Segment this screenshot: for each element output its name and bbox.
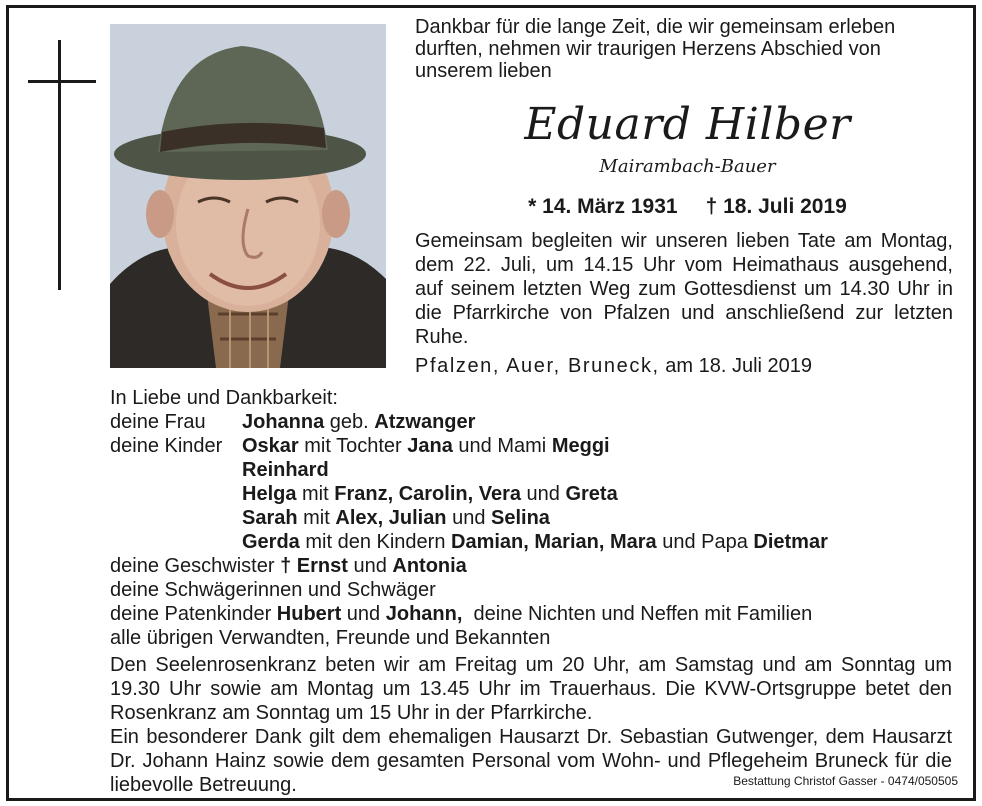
family-row-child: [110, 458, 960, 482]
family-name: Antonia: [392, 555, 467, 577]
family-row-child: [110, 434, 960, 458]
intro-text: Dankbar für die lange Zeit, die wir gemeinsam erleben durften, nehmen wir traurigen Herzens Abschied von unserem lieben: [415, 16, 896, 82]
child-name: Reinhard: [242, 459, 329, 481]
life-dates: [415, 194, 960, 220]
deceased-name: Eduard Hilber: [524, 99, 851, 150]
deceased-nickname: Mairambach-Bauer: [599, 156, 776, 177]
place-names: Pfalzen, Auer, Bruneck,: [415, 355, 660, 377]
family-name: Meggi: [551, 435, 610, 457]
family-text: und: [347, 555, 393, 577]
family-name: Dietmar: [753, 531, 828, 553]
thanks-text: Ein besonderer Dank gilt dem ehemaligen Hausarzt Dr. Sebastian Gutwenger, dem Hausarzt Dr. Johann Hainz sowie dem gesamten Personal vom Wohn- und Pflegeheim Bruneck für die liebevolle Betreuung.: [110, 726, 952, 796]
child-name: Sarah: [242, 507, 298, 529]
godchildren-label: deine Patenkinder: [110, 603, 277, 625]
child-name: Helga: [242, 483, 297, 505]
cross-icon: [58, 40, 61, 290]
family-row-godchildren: [110, 602, 960, 626]
family-name: Selina: [491, 507, 550, 529]
family-text: und: [446, 507, 492, 529]
date-line: am 18. Juli 2019: [659, 355, 813, 377]
family-text: mit den Kindern: [299, 531, 452, 553]
family-name: Johann,: [385, 603, 463, 625]
family-row-others: alle übrigen Verwandten, Freunde und Bekannten: [110, 627, 551, 649]
child-name: Gerda: [242, 531, 300, 553]
children-label: deine Kinder: [110, 435, 223, 457]
family-text: deine Nichten und Neffen mit Familien: [462, 603, 813, 625]
family-row-child: [110, 530, 960, 554]
family-row-child: [110, 482, 960, 506]
family-text: mit Tochter: [298, 435, 408, 457]
family-list: [110, 386, 960, 650]
cross-icon-bar: [28, 80, 96, 83]
family-row-wife: [110, 410, 960, 434]
family-name: Jana: [407, 435, 453, 457]
wife-maiden-name: Atzwanger: [374, 411, 476, 433]
child-name: Oskar: [242, 435, 299, 457]
family-heading: In Liebe und Dankbarkeit:: [110, 387, 338, 409]
family-row-inlaws: deine Schwägerinnen und Schwäger: [110, 579, 436, 601]
wife-label: deine Frau: [110, 411, 206, 433]
family-text: und: [520, 483, 566, 505]
wife-name: Johanna: [242, 411, 325, 433]
family-text: mit: [296, 483, 335, 505]
family-row-child: [110, 506, 960, 530]
family-text: und Papa: [656, 531, 754, 553]
death-date: † 18. Juli 2019: [705, 195, 847, 218]
family-name: Hubert: [276, 603, 342, 625]
family-name: Franz, Carolin, Vera: [334, 483, 521, 505]
funeral-text: Gemeinsam begleiten wir unseren lieben Tate am Montag, dem 22. Juli, um 14.15 Uhr vom Heimathaus ausgehend, auf seinem letzten Weg zum Gottesdienst um 14.30 Uhr in die Pfarrkirche von Pfalzen und anschließend zur letzten Ruhe.: [415, 230, 953, 348]
place-date: [415, 354, 960, 378]
family-row-siblings: [110, 554, 960, 578]
wife-geb: geb.: [324, 411, 375, 433]
portrait-photo: [110, 24, 386, 368]
undertaker-credit: Bestattung Christof Gasser - 0474/050505: [733, 774, 958, 788]
family-name: Damian, Marian, Mara: [451, 531, 657, 553]
family-text: und Mami: [452, 435, 552, 457]
family-text: mit: [297, 507, 336, 529]
siblings-label: deine Geschwister: [110, 555, 281, 577]
family-name: Alex, Julian: [335, 507, 447, 529]
family-name: † Ernst: [280, 555, 348, 577]
family-text: und: [341, 603, 386, 625]
rosary-text: Den Seelenrosenkranz beten wir am Freitag um 20 Uhr, am Samstag und am Sonntag um 19.30 Uhr sowie am Montag um 13.45 Uhr im Trauerhaus. Die KVW-Ortsgruppe betet den Rosenkranz am Sonntag um 15 Uhr in der Pfarrkirche.: [110, 654, 952, 724]
birth-date: * 14. März 1931: [528, 195, 678, 218]
family-name: Greta: [565, 483, 618, 505]
